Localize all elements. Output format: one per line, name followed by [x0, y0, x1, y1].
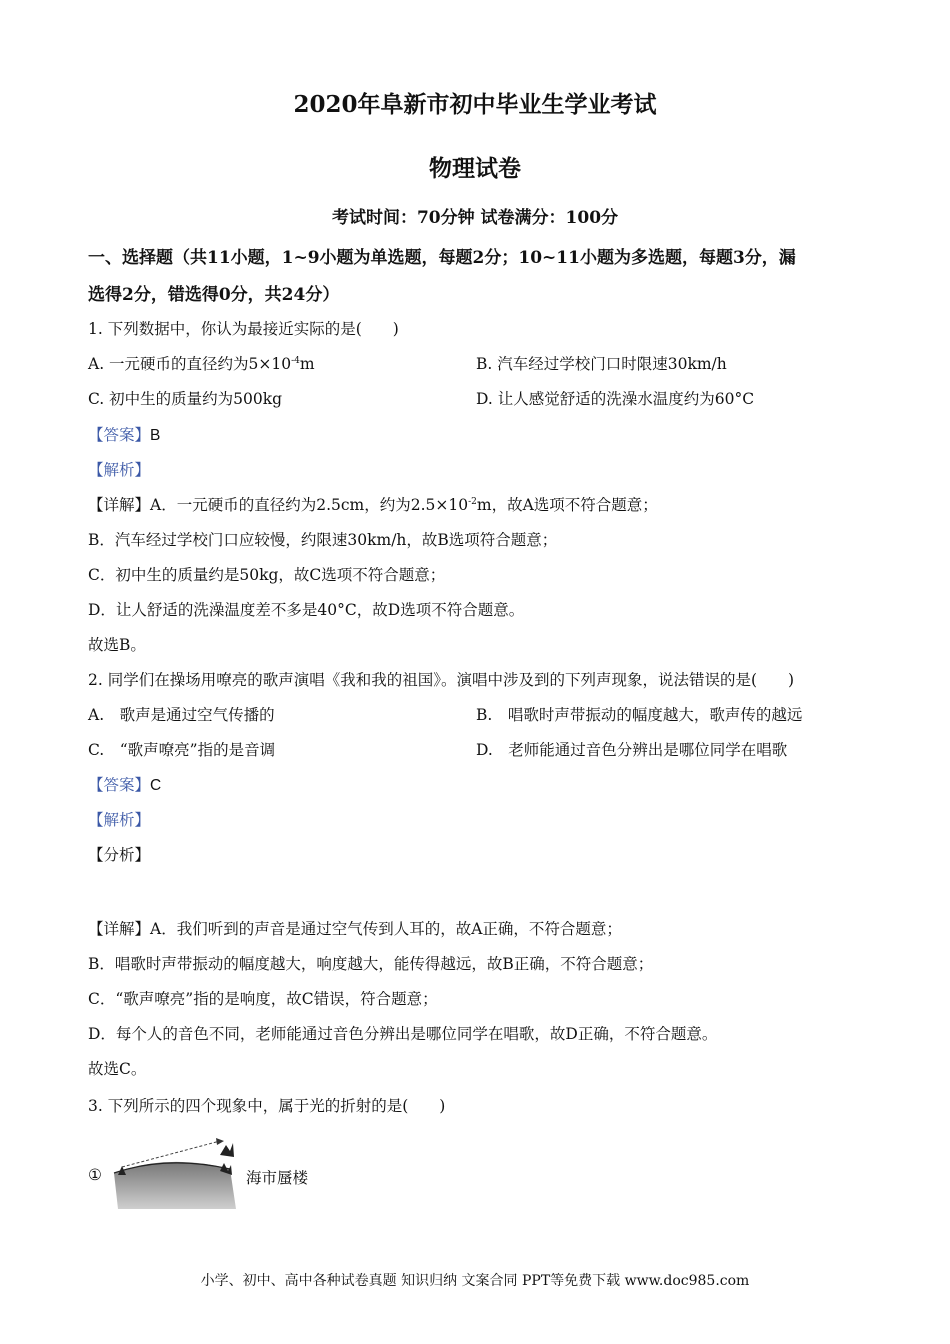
exam-meta: 考试时间：70分钟 试卷满分：100分 [331, 208, 619, 228]
q1-answer [88, 423, 160, 445]
q2-option-a: A. 歌声是通过空气传播的 [88, 706, 275, 724]
q2-option-d: D. 老师能通过音色分辨出是哪位同学在唱歌 [476, 741, 788, 759]
page-title: 2020年阜新市初中毕业生学业考试 [293, 91, 657, 118]
section-heading-line2: 选得2分，错选得0分，共24分） [88, 285, 340, 305]
detail-a-text: A．我们听到的声音是通过空气传到人耳的，故A正确，不符合题意； [150, 920, 622, 938]
q1-option-b: B. 汽车经过学校门口时限速30km/h [476, 355, 727, 373]
q3-stem: 3. 下列所示的四个现象中，属于光的折射的是( ) [88, 1097, 446, 1115]
q1-detail-c: C．初中生的质量约是50kg，故C选项不符合题意； [88, 566, 446, 584]
section-heading-line1: 一、选择题（共11小题，1~9小题为单选题，每题2分；10~11小题为多选题，每题3分，漏 [88, 248, 796, 268]
q2-detail-c: C．“歌声嘹亮”指的是响度，故C错误，符合题意； [88, 990, 438, 1008]
answer-tag: 【答案】 [88, 776, 151, 794]
arrow-head [216, 1138, 224, 1145]
page-footer: 小学、初中、高中各种试卷真题 知识归纳 文案合同 PPT等免费下载 www.doc985.com [200, 1273, 750, 1289]
q2-answer [88, 773, 161, 795]
q1-option-a [88, 352, 315, 374]
answer-value: C [150, 777, 162, 794]
detail-a-text: A．一元硬币的直径约为2.5cm，约为2.5×10 [150, 496, 469, 514]
q2-stem: 2. 同学们在操场用嘹亮的歌声演唱《我和我的祖国》。演唱中涉及到的下列声现象，说法错误的是( ) [88, 671, 795, 689]
q1-detail-d: D．让人舒适的洗澡温度差不多是40°C，故D选项不符合题意。 [88, 601, 525, 619]
mirage-illustration [112, 1135, 237, 1210]
q1-analysis-tag: 【解析】 [88, 461, 151, 479]
answer-tag: 【答案】 [88, 426, 151, 444]
page-subtitle: 物理试卷 [429, 155, 521, 182]
q2-option-c: C. “歌声嘹亮”指的是音调 [88, 741, 276, 759]
q2-detail-a [88, 917, 622, 939]
q2-detail-b: B．唱歌时声带振动的幅度越大，响度越大，能传得越远，故B正确，不符合题意； [88, 955, 654, 973]
q2-conclusion: 故选C。 [88, 1060, 147, 1078]
q2-fenxi-tag: 【分析】 [88, 846, 151, 864]
detail-a-exponent: -2 [468, 497, 477, 507]
q2-analysis-tag: 【解析】 [88, 811, 151, 829]
detail-a-rest: m，故A选项不符合题意； [476, 496, 658, 514]
q1-detail-a [88, 493, 658, 515]
q1-stem: 1. 下列数据中，你认为最接近实际的是( ) [88, 320, 399, 338]
detail-tag: 【详解】 [88, 496, 151, 514]
q1-option-a-exponent: -4 [291, 356, 300, 366]
q1-option-a-unit: m [299, 355, 315, 373]
q1-option-c: C. 初中生的质量约为500kg [88, 390, 283, 408]
distant-object-image [220, 1143, 234, 1157]
q1-option-d: D. 让人感觉舒适的洗澡水温度约为60°C [476, 390, 755, 408]
detail-tag: 【详解】 [88, 920, 151, 938]
q2-option-b: B. 唱歌时声带振动的幅度越大，歌声传的越远 [476, 706, 803, 724]
q1-conclusion: 故选B。 [88, 636, 146, 654]
q1-detail-b: B．汽车经过学校门口应较慢，约限速30km/h，故B选项符合题意； [88, 531, 558, 549]
ground-curve [114, 1162, 236, 1209]
q2-detail-d: D．每个人的音色不同，老师能通过音色分辨出是哪位同学在唱歌，故D正确，不符合题意。 [88, 1025, 718, 1043]
q3-item1-number: ① [88, 1166, 102, 1184]
answer-value: B [150, 427, 161, 444]
q1-option-a-text: A. 一元硬币的直径约为5×10 [88, 355, 292, 373]
q3-item1-label: 海市蜃楼 [246, 1169, 309, 1187]
